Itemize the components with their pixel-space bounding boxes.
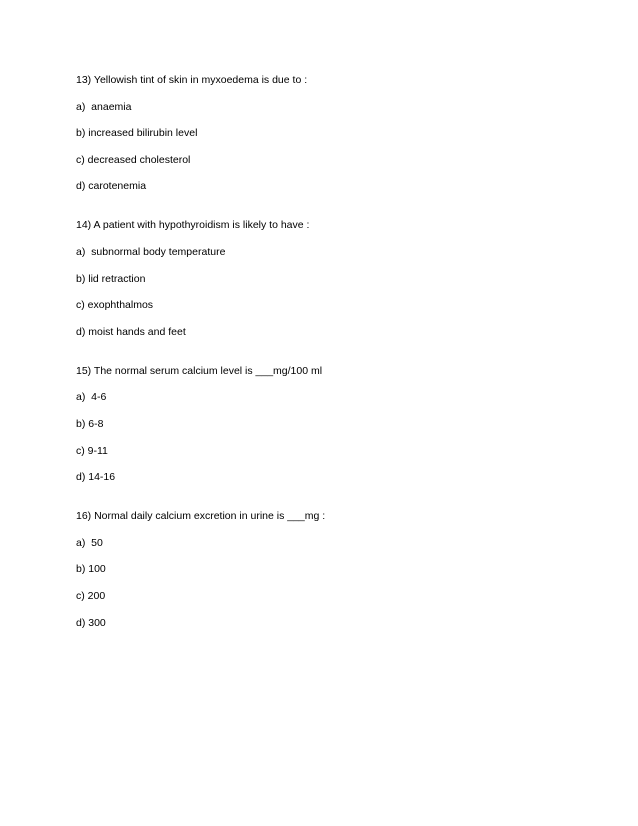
question-13 — [76, 73, 596, 193]
option-d: d) moist hands and feet — [76, 325, 186, 338]
option-a: a) 4-6 — [76, 391, 107, 404]
question-list — [76, 73, 596, 655]
option-c: c) exophthalmos — [76, 299, 154, 312]
question-14 — [76, 218, 596, 338]
option-a: a) 50 — [76, 536, 103, 549]
option-d: d) 14-16 — [76, 471, 116, 484]
option-b: b) increased bilirubin level — [76, 127, 198, 140]
question-stem: 16) Normal daily calcium excretion in urine is ___mg : — [76, 510, 326, 523]
option-a: a) anaemia — [76, 100, 132, 113]
option-d: d) 300 — [76, 616, 106, 629]
question-stem: 13) Yellowish tint of skin in myxoedema is due to : — [76, 74, 308, 86]
question-16 — [76, 509, 596, 629]
option-b: b) 6-8 — [76, 417, 104, 430]
option-d: d) carotenemia — [76, 180, 147, 193]
question-stem: 14) A patient with hypothyroidism is likely to have : — [76, 219, 310, 232]
option-b: b) lid retraction — [76, 272, 146, 285]
question-15 — [76, 364, 596, 484]
option-c: c) 200 — [76, 589, 106, 602]
option-c: c) decreased cholesterol — [76, 153, 191, 166]
option-a: a) subnormal body temperature — [76, 245, 226, 258]
option-b: b) 100 — [76, 563, 106, 576]
question-stem: 15) The normal serum calcium level is ___mg/100 ml — [76, 364, 323, 377]
option-c: c) 9-11 — [76, 444, 108, 457]
